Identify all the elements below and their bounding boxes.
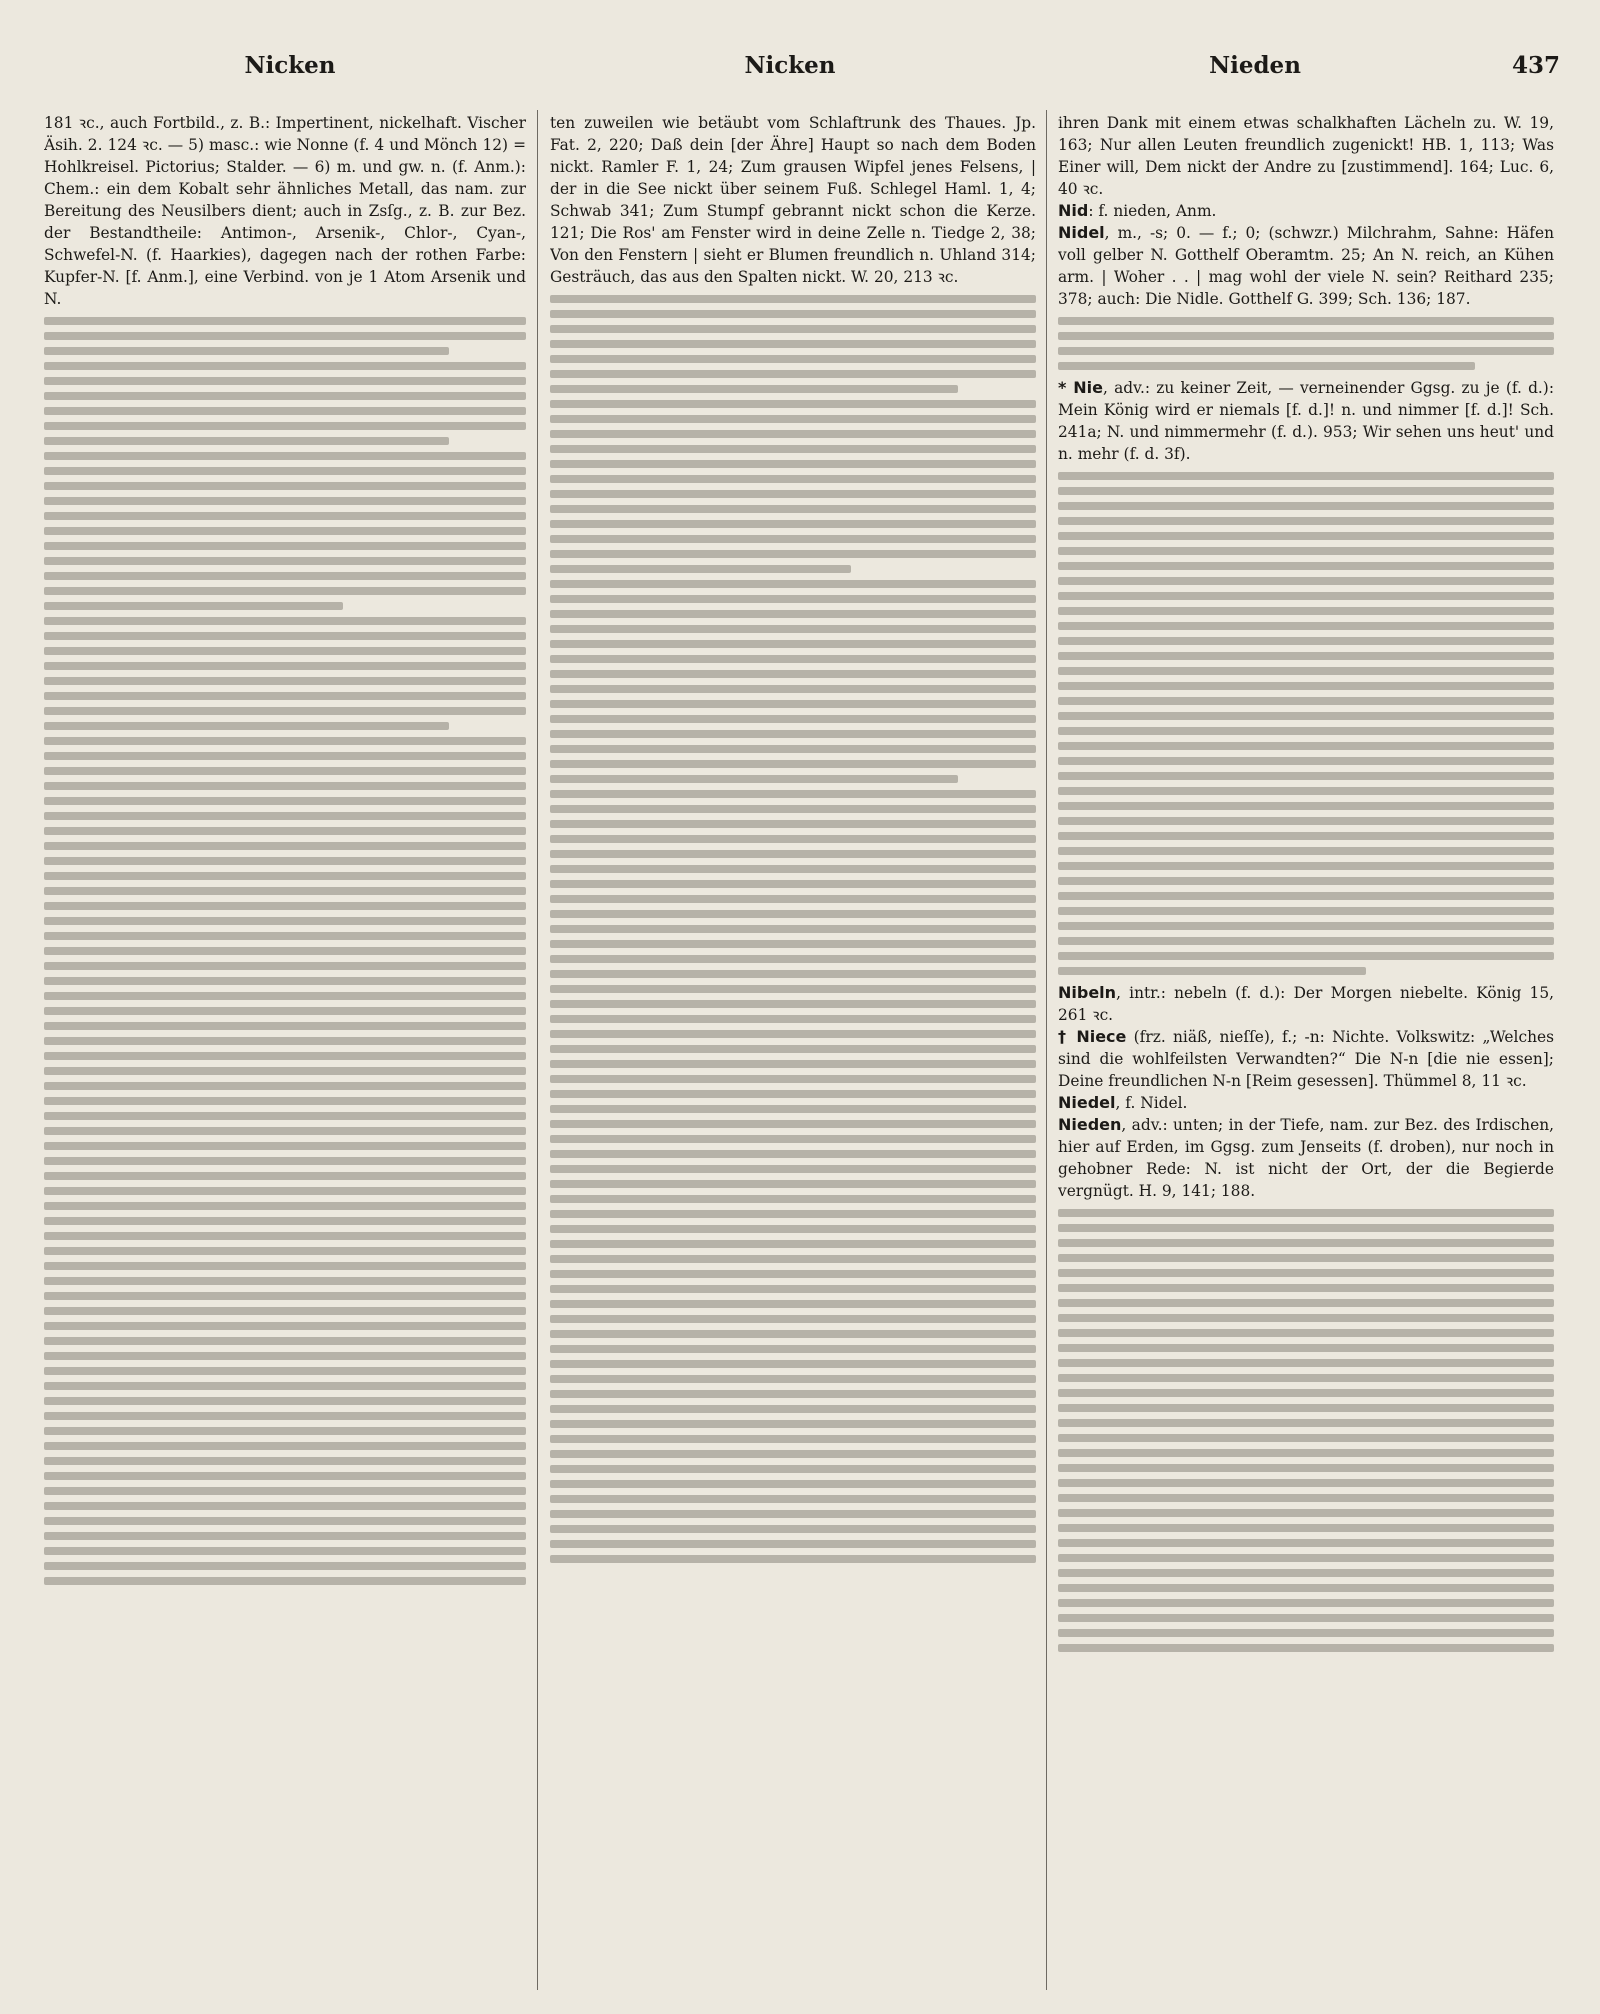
running-head-center: Nicken [744,52,836,79]
entry-text: , m., -s; 0. — f.; 0; (schwzr.) Milchrahm, Sahne: Häfen voll gelber N. Gotthelf Oberamtm. 25; An N. reich, an Kühen arm. | Woher . . | mag wohl der viele N. sein? Reithard 235; 378; auch: Die Nidle. Gotthelf G. 399; Sch. 136; 187. [1058,224,1554,308]
untranscribed-lines [1058,317,1554,370]
entry [44,112,526,310]
entry-text: , adv.: unten; in der Tiefe, nam. zur Bez. des Irdischen, hier auf Erden, im Ggsg. zum Jenseits (f. droben), nur noch in gehobner Rede: N. ist nicht der Ort, der die Begierde vergnügt. H. 9, 141; 188. [1058,1116,1554,1200]
page-number: 437 [1511,52,1560,79]
entry-text: , f. Nidel. [1115,1094,1188,1112]
headword: Nieden [1058,1115,1122,1134]
untranscribed-lines [44,317,526,1585]
headword: Nibeln [1058,983,1117,1002]
entry [1058,377,1554,465]
headword: † Niece [1058,1027,1127,1046]
entry-text: (frz. niäß, nieſſe), f.; -n: Nichte. Volkswitz: „Welches sind die wohlfeilsten Verwandten?“ Die N-n [die nie essen]; Deine freundlichen N-n [Reim gesessen]. Thümmel 8, 11 ꝛc. [1058,1028,1554,1090]
entry-text: : f. nieden, Anm. [1088,202,1217,220]
entry [550,112,1036,288]
column-3 [1058,112,1554,1992]
headword: * Nie [1058,378,1103,397]
column-divider [1046,110,1047,1990]
entry-text: ihren Dank mit einem etwas schalkhaften Lächeln zu. W. 19, 163; Nur allen Leuten freundlich zugenickt! HB. 1, 113; Was Einer will, Dem nickt der Andre zu [zustimmend]. 164; Luc. 6, 40 ꝛc. [1058,114,1554,198]
headword: Nid [1058,201,1089,220]
running-head [40,52,1560,92]
entry [1058,982,1554,1026]
untranscribed-lines [1058,1209,1554,1652]
entry [1058,1026,1554,1092]
column-divider [537,110,538,1990]
entry-text: 181 ꝛc., auch Fortbild., z. B.: Impertinent, nickelhaft. Vischer Äsih. 2. 124 ꝛc. — 5) masc.: wie Nonne (f. 4 und Mönch 12) = Hohlkreisel. Pictorius; Stalder. — 6) m. und gw. n. (f. Anm.): Chem.: ein dem Kobalt sehr ähnliches Metall, das nam. zur Bereitung des Neusilbers dient; auch in Zsſg., z. B. zur Bez. der Bestandtheile: Antimon-, Arsenik-, Chlor-, Cyan-, Schwefel-N. (f. Haarkies), dagegen nach der rothen Farbe: Kupfer-N. [f. Anm.], eine Verbind. von je 1 Atom Arsenik und N. [44,114,526,308]
column-1 [44,112,526,1992]
entry [1058,222,1554,310]
entry-text: , intr.: nebeln (f. d.): Der Morgen niebelte. König 15, 261 ꝛc. [1058,984,1554,1024]
column-2 [550,112,1036,1992]
entry-text: , adv.: zu keiner Zeit, — verneinender Ggsg. zu je (f. d.): Mein König wird er niemals [f. d.]! n. und nimmer [f. d.]! Sch. 241a; N. und nimmermehr (f. d.). 953; Wir sehen uns heut' und n. mehr (f. d. 3f). [1058,379,1554,463]
untranscribed-lines [1058,472,1554,975]
entry [1058,112,1554,200]
headword: Niedel [1058,1093,1116,1112]
running-head-right: Nieden [1209,52,1301,79]
headword: Nidel [1058,223,1105,242]
entry [1058,1114,1554,1202]
untranscribed-lines [550,295,1036,1563]
entry-text: ten zuweilen wie betäubt vom Schlaftrunk des Thaues. Jp. Fat. 2, 220; Daß dein [der Ähre] Haupt so nach dem Boden nickt. Ramler F. 1, 24; Zum grausen Wipfel jenes Felsens, | der in die See nickt über seinem Fuß. Schlegel Haml. 1, 4; Schwab 341; Zum Stumpf gebrannt nickt schon die Kerze. 121; Die Ros' am Fenster wird in deine Zelle n. Tiedge 2, 38; Von den Fenstern | sieht er Blumen freundlich n. Uhland 314; Gesträuch, das aus den Spalten nickt. W. 20, 213 ꝛc. [550,114,1036,286]
running-head-left: Nicken [244,52,336,79]
entry [1058,200,1554,222]
entry [1058,1092,1554,1114]
